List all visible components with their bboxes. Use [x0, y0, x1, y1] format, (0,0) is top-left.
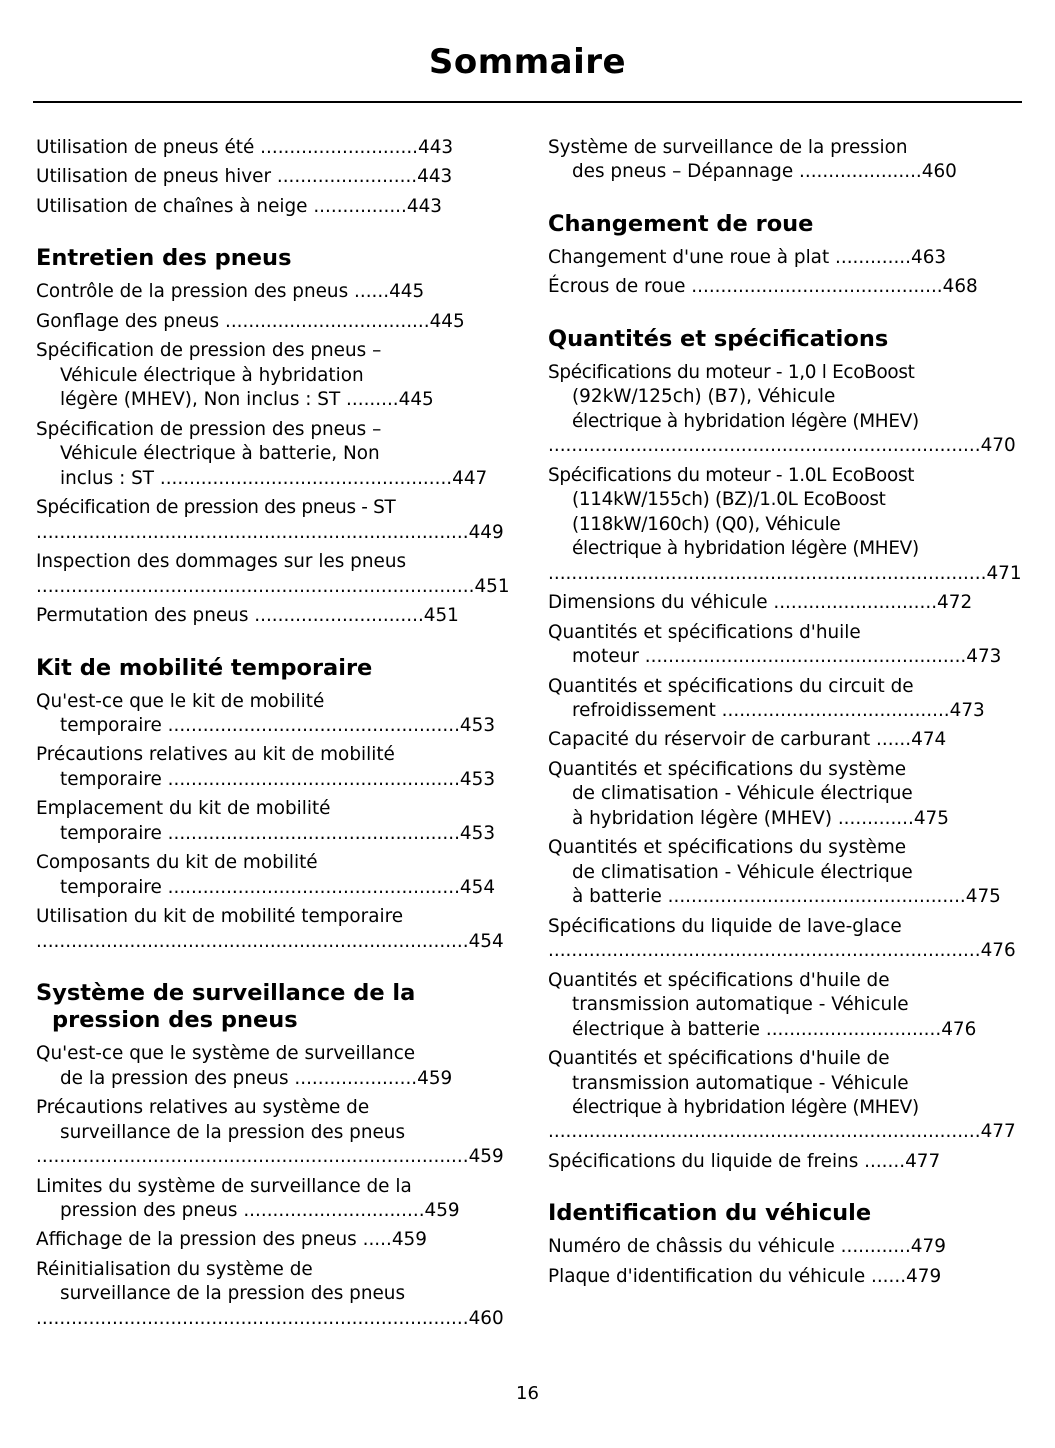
page-number: 16 [516, 1383, 539, 1404]
toc-entry[interactable]: Capacité du réservoir de carburant ......474 [548, 729, 947, 751]
toc-entry[interactable]: Quantités et spécifications du circuit de refroidissement .......................................473 [548, 675, 985, 721]
toc-section-heading: Entretien des pneus [36, 245, 292, 272]
toc-entry[interactable]: Quantités et spécifications d'huile de transmission automatique - Véhicule électrique à batterie ..............................476 [548, 969, 977, 1040]
toc-entry[interactable]: Réinitialisation du système de surveillance de la pression des pneus ..........................................................................460 [36, 1258, 504, 1329]
toc-entry[interactable]: Quantités et spécifications du système de climatisation - Véhicule électrique à hybridation légère (MHEV) .............475 [548, 758, 949, 829]
toc-entry[interactable]: Quantités et spécifications d'huile moteur .......................................................473 [548, 621, 1002, 668]
toc-columns [36, 136, 1022, 1336]
toc-entry[interactable]: Emplacement du kit de mobilité temporaire ..................................................453 [36, 798, 496, 844]
toc-entry[interactable]: Affichage de la pression des pneus .....459 [36, 1229, 427, 1251]
toc-entry[interactable]: Spécification de pression des pneus – Véhicule électrique à batterie, Non inclus : ST ..................................................447 [36, 418, 488, 489]
toc-column-left [36, 136, 510, 1336]
toc-section-heading-line2: pression des pneus [52, 1007, 298, 1034]
toc-entry[interactable]: Spécification de pression des pneus – Véhicule électrique à hybridation légère (MHEV), Non inclus : ST .........445 [36, 340, 434, 411]
toc-section-heading-line1: Système de surveillance de la [36, 980, 416, 1007]
title-divider [33, 101, 1022, 103]
toc-entry[interactable]: Spécification de pression des pneus - ST ..........................................................................449 [36, 497, 504, 543]
toc-entry[interactable]: Précautions relatives au kit de mobilité temporaire ..................................................453 [36, 744, 496, 790]
toc-entry[interactable]: Utilisation de pneus été ...........................443 [36, 137, 454, 158]
toc-entry[interactable]: Spécifications du liquide de freins .......477 [548, 1150, 941, 1172]
toc-entry[interactable]: Qu'est-ce que le kit de mobilité temporaire ..................................................453 [36, 690, 496, 736]
toc-entry[interactable]: Spécifications du liquide de lave-glace ..........................................................................476 [548, 915, 1016, 962]
toc-entry[interactable]: Dimensions du véhicule ............................472 [548, 592, 973, 614]
toc-entry[interactable]: Spécifications du moteur - 1,0 l EcoBoost (92kW/125ch) (B7), Véhicule électrique à hybridation légère (MHEV) ..........................................................................470 [548, 361, 1016, 457]
toc-entry[interactable]: Permutation des pneus .............................451 [36, 605, 459, 627]
toc-section-heading: Changement de roue [548, 210, 814, 237]
toc-entry[interactable]: Limites du système de surveillance de la pression des pneus ...............................459 [36, 1175, 460, 1221]
toc-section-heading [36, 980, 506, 1034]
toc-entry[interactable]: Inspection des dommages sur les pneus ...........................................................................451 [36, 551, 510, 597]
toc-entry[interactable]: Quantités et spécifications du système de climatisation - Véhicule électrique à batterie ...................................................475 [548, 837, 1001, 908]
toc-entry[interactable]: Qu'est-ce que le système de surveillance de la pression des pneus .....................459 [36, 1043, 453, 1089]
toc-entry[interactable]: Gonflage des pneus ...................................445 [36, 310, 465, 332]
toc-entry[interactable]: Utilisation de chaînes à neige ................443 [36, 195, 442, 217]
toc-entry[interactable]: Plaque d'identification du véhicule ......479 [548, 1265, 942, 1287]
toc-entry[interactable]: Écrous de roue ...........................................468 [548, 276, 978, 298]
toc-entry[interactable]: Numéro de châssis du véhicule ............479 [548, 1236, 946, 1258]
toc-entry[interactable]: Utilisation du kit de mobilité temporaire ..........................................................................454 [36, 906, 504, 952]
toc-section-heading: Kit de mobilité temporaire [36, 654, 373, 681]
toc-entry[interactable]: Contrôle de la pression des pneus ......445 [36, 281, 425, 303]
toc-section-heading: Quantités et spécifications [548, 325, 889, 352]
toc-entry[interactable]: Utilisation de pneus hiver ........................443 [36, 166, 453, 188]
toc-section-heading: Identification du véhicule [548, 1200, 872, 1227]
toc-entry[interactable]: Spécifications du moteur - 1.0L EcoBoost (114kW/155ch) (BZ)/1.0L EcoBoost (118kW/160ch) (Q0), Véhicule électrique à hybridation légère (MHEV) ...........................................................................471 [548, 464, 1022, 584]
toc-entry[interactable]: Précautions relatives au système de surveillance de la pression des pneus ..........................................................................459 [36, 1097, 504, 1168]
toc-entry[interactable]: Composants du kit de mobilité temporaire ..................................................454 [36, 852, 496, 898]
toc-entry[interactable]: Changement d'une roue à plat .............463 [548, 246, 947, 268]
toc-entry[interactable]: Quantités et spécifications d'huile de transmission automatique - Véhicule électrique à hybridation légère (MHEV) ..........................................................................477 [548, 1048, 1016, 1143]
page-title: Sommaire [428, 42, 627, 82]
toc-column-right [548, 136, 1022, 1336]
toc-entry[interactable]: Système de surveillance de la pression des pneus – Dépannage .....................460 [548, 137, 957, 183]
